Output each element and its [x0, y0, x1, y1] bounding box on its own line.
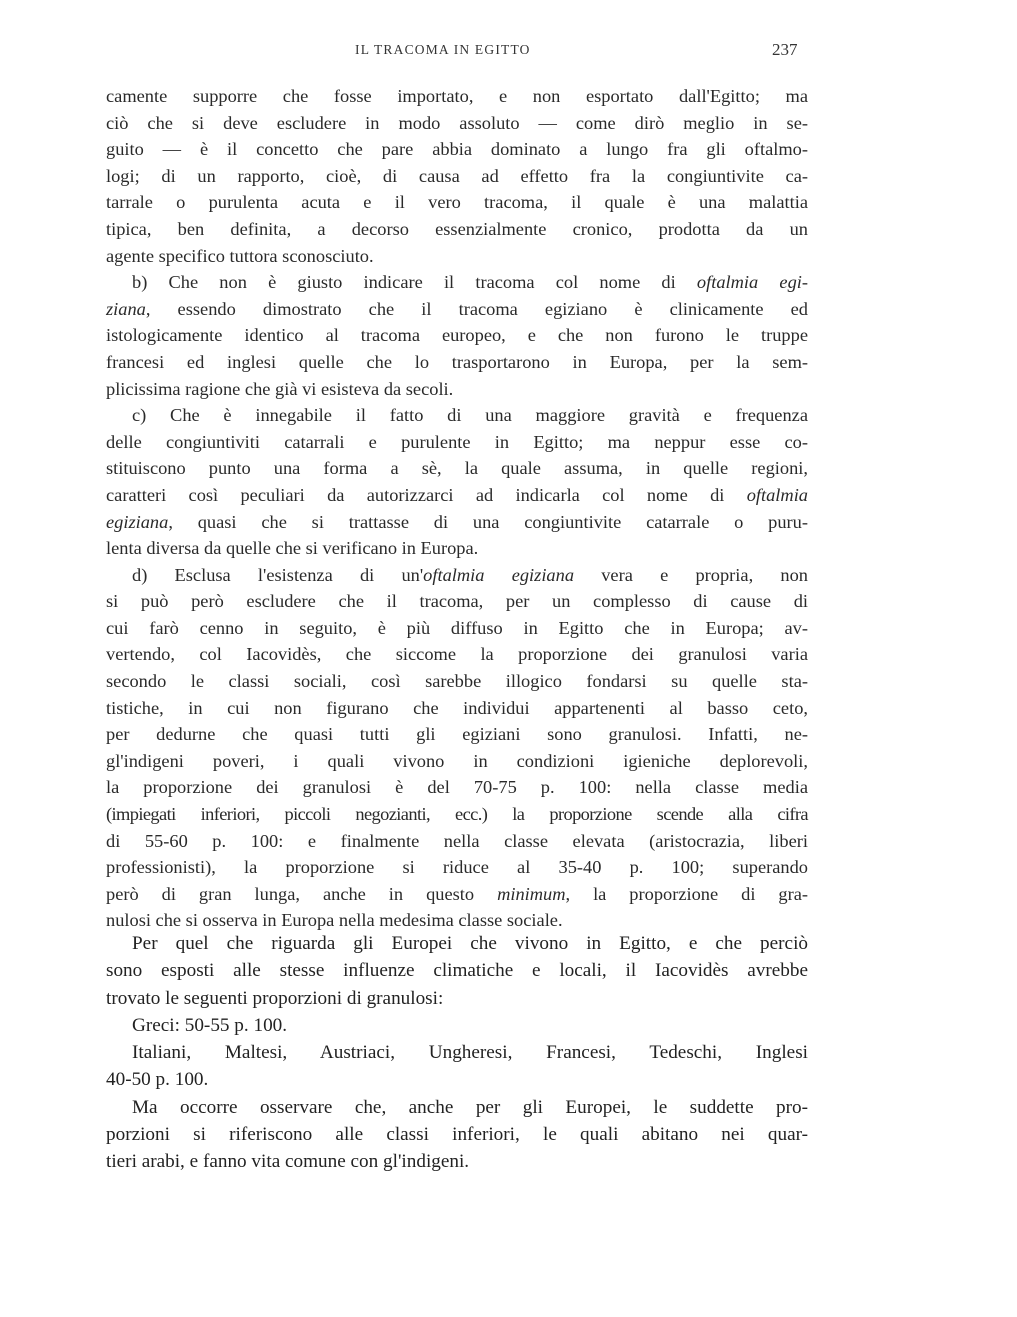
text-line: istologicamente identico al tracoma europeo, e che non furono le truppe: [106, 325, 808, 346]
text-line: tieri arabi, e fanno vita comune con gl'indigeni.: [106, 1151, 470, 1173]
text-line: cui farò cenno in seguito, è più diffuso in Egitto che in Europa; av-: [106, 617, 808, 638]
text-line: plicissima ragione che già vi esisteva da secoli.: [106, 378, 454, 399]
text-line: (impiegati inferiori, piccoli negozianti, ecc.) la proporzione scende alla cifra: [106, 804, 808, 825]
page-header: [0, 42, 1017, 66]
text-run: vera e propria, non: [574, 564, 808, 585]
text-line: agente specifico tuttora sconosciuto.: [106, 245, 374, 266]
paragraph-b-line: [106, 269, 808, 296]
text-line: tipica, ben definita, a decorso essenzialmente cronico, prodotta da un: [106, 218, 808, 239]
text-line: per dedurne che quasi tutti gli egiziani sono granulosi. Infatti, ne-: [106, 724, 808, 745]
text-line: delle congiuntiviti catarrali e purulente in Egitto; ma neppur esse co-: [106, 431, 808, 452]
text-line: tarrale o purulenta acuta e il vero tracoma, il quale è una malattia: [106, 192, 808, 213]
text-line: stituiscono punto una forma a sè, la quale assuma, in quelle regioni,: [106, 458, 808, 479]
text-line: francesi ed inglesi quelle che lo trasportarono in Europa, per la sem-: [106, 351, 808, 372]
body-text-block-2: [106, 930, 808, 1176]
text-line: [106, 509, 808, 536]
text-line: camente supporre che fosse importato, e non esportato dall'Egitto; ma: [106, 86, 808, 106]
text-line: ciò che si deve escludere in modo assoluto — come dirò meglio in se-: [106, 112, 808, 133]
text-line: porzioni si riferiscono alle classi inferiori, le quali abitano nei quar-: [106, 1124, 808, 1146]
text-line: nulosi che si osserva in Europa nella medesima classe sociale.: [106, 910, 563, 931]
text-run: b) Che non è giusto indicare il tracoma col nome di: [132, 272, 697, 293]
text-line: di 55-60 p. 100: e finalmente nella classe elevata (aristocrazia, liberi: [106, 830, 808, 851]
text-line: secondo le classi sociali, così sarebbe illogico fondarsi su quelle sta-: [106, 671, 808, 692]
text-line: Per quel che riguarda gli Europei che vivono in Egitto, e che perciò: [132, 933, 808, 954]
paragraph-d-line: [106, 562, 808, 589]
text-run: però di gran lunga, anche in questo: [106, 883, 498, 904]
italic-run: ziana: [106, 298, 146, 319]
text-line: trovato le seguenti proporzioni di granulosi:: [106, 987, 444, 1009]
text-run: caratteri così peculiari da autorizzarci ad indicarla col nome di: [106, 484, 747, 505]
italic-run: oftalmia: [746, 484, 808, 505]
text-line: [106, 296, 808, 323]
text-line: professionisti), la proporzione si riduce al 35-40 p. 100; superando: [106, 857, 808, 878]
text-line: logi; di un rapporto, cioè, di causa ad effetto fra la congiuntivite ca-: [106, 165, 808, 186]
page-number: 237: [772, 40, 798, 59]
text-run: , la proporzione di gra-: [565, 883, 809, 904]
italic-run: egiziana: [106, 511, 169, 532]
text-line: lenta diversa da quelle che si verificano in Europa.: [106, 538, 479, 559]
text-line: gl'indigeni poveri, i quali vivono in condizioni igieniche deplorevoli,: [106, 750, 808, 771]
italic-run: minimum: [497, 883, 566, 904]
text-line: [106, 482, 808, 509]
text-run: , quasi che si trattasse di una congiuntivite catarrale o puru-: [168, 511, 808, 532]
text-line: la proporzione dei granulosi è del 70-75 p. 100: nella classe media: [106, 777, 808, 798]
text-line: tistiche, in cui non figurano che individui appartenenti al basso ceto,: [106, 697, 808, 718]
text-line: [106, 881, 808, 908]
text-line: guito — è il concetto che pare abbia dominato a lungo fra gli oftalmo-: [106, 139, 808, 160]
text-run: , essendo dimostrato che il tracoma egiziano è clinicamente ed: [145, 298, 808, 319]
text-line: vertendo, col Iacovidès, che siccome la proporzione dei granulosi varia: [106, 644, 808, 665]
paragraph-c-line: c) Che è innegabile il fatto di una maggiore gravità e frequenza: [132, 405, 808, 426]
text-line: Italiani, Maltesi, Austriaci, Ungheresi, Francesi, Tedeschi, Inglesi: [132, 1042, 808, 1064]
text-line: sono esposti alle stesse influenze climatiche e locali, il Iacovidès avrebbe: [106, 960, 808, 982]
running-title: IL TRACOMA IN EGITTO: [355, 42, 531, 57]
text-line: 40-50 p. 100.: [106, 1069, 209, 1091]
text-run: d) Esclusa l'esistenza di un': [132, 564, 424, 585]
text-line: Greci: 50-55 p. 100.: [132, 1014, 288, 1036]
body-text-block-1: [106, 83, 808, 934]
italic-run: oftalmia egi-: [696, 272, 808, 293]
text-line: si può però escludere che il tracoma, per un complesso di cause di: [106, 591, 808, 612]
italic-run: oftalmia egiziana: [423, 564, 575, 585]
text-line: Ma occorre osservare che, anche per gli Europei, le suddette pro-: [132, 1096, 808, 1118]
